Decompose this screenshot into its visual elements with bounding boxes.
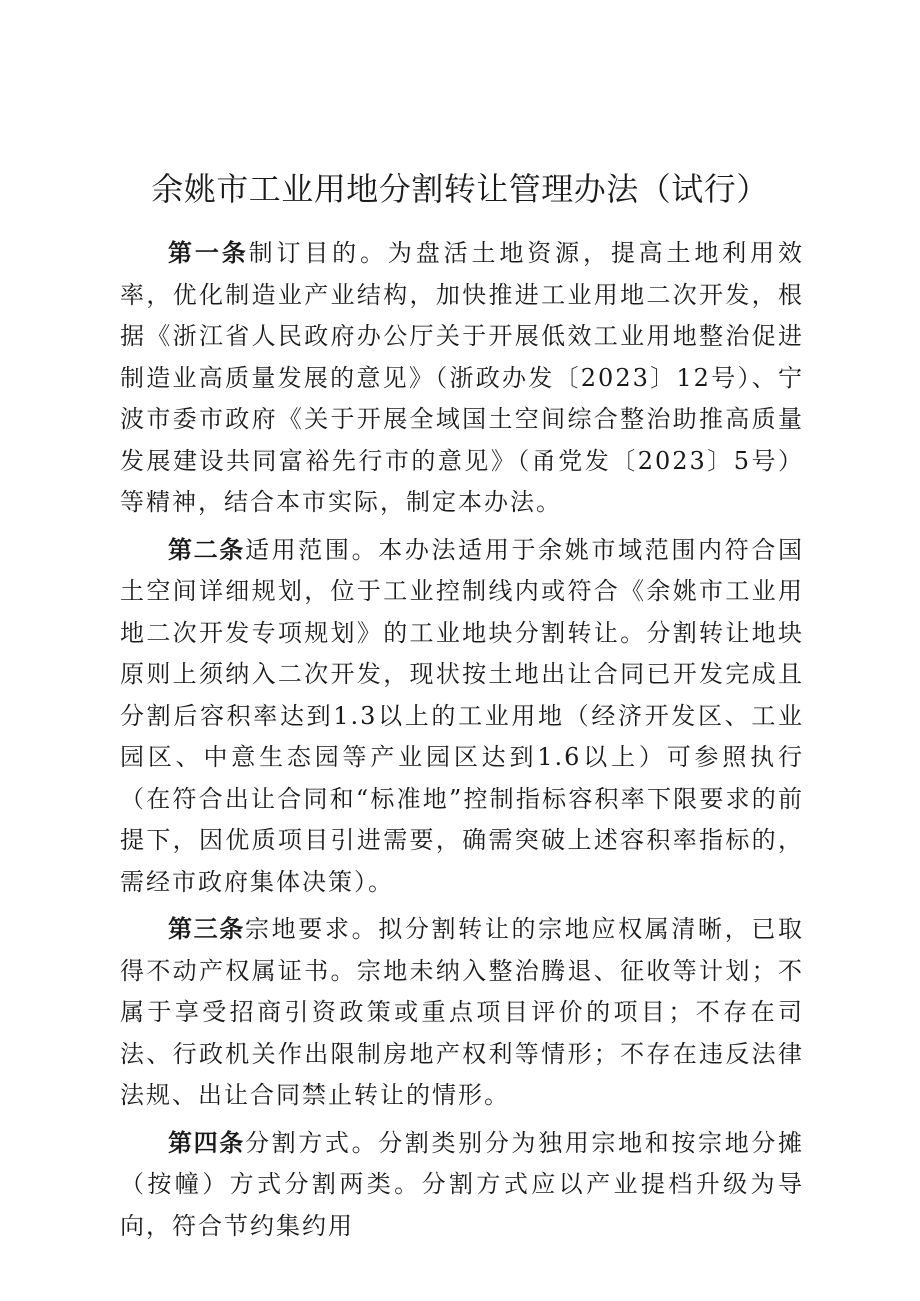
- article-1: [120, 233, 804, 524]
- article-4: [120, 1123, 804, 1248]
- article-3: [120, 909, 804, 1117]
- article-text: 制订目的。为盘活土地资源，提高土地利用效率，优化制造业产业结构，加快推进工业用地二次开发，根据《浙江省人民政府办公厅关于开展低效工业用地整治促进制造业高质量发展的意见》（浙政办发〔2023〕12号）、宁波市委市政府《关于开展全域国土空间综合整治助推高质量发展建设共同富裕先行市的意见》（甬党发〔2023〕5号）等精神，结合本市实际，制定本办法。: [120, 239, 805, 516]
- article-heading: 第四条: [168, 1128, 245, 1157]
- article-text: 适用范围。本办法适用于余姚市域范围内符合国土空间详细规划，位于工业控制线内或符合《余姚市工业用地二次开发专项规划》的工业地块分割转让。分割转让地块原则上须纳入二次开发，现状按土地出让合同已开发完成且分割后容积率达到1.3以上的工业用地（经济开发区、工业园区、中意生态园等产业园区达到1.6以上）可参照执行（在符合出让合同和“标准地”控制指标容积率下限要求的前提下，因优质项目引进需要，确需突破上述容积率指标的，需经市政府集体决策）。: [120, 535, 805, 896]
- document-body: [120, 233, 804, 1253]
- article-heading: 第三条: [168, 915, 245, 943]
- article-text: 宗地要求。拟分割转让的宗地应权属清晰，已取得不动产权属证书。宗地未纳入整治腾退、征收等计划；不属于享受招商引资政策或重点项目评价的项目；不存在司法、行政机关作出限制房地产权利等情形；不存在违反法律法规、出让合同禁止转让的情形。: [120, 915, 805, 1109]
- article-heading: 第一条: [168, 239, 249, 267]
- article-2: [120, 530, 804, 904]
- document-title: 余姚市工业用地分割转让管理办法（试行）: [151, 170, 769, 208]
- article-text: 分割方式。分割类别分为独用宗地和按宗地分摊（按幢）方式分割两类。分割方式应以产业提档升级为导向，符合节约集约用: [120, 1128, 805, 1240]
- article-heading: 第二条: [168, 535, 245, 564]
